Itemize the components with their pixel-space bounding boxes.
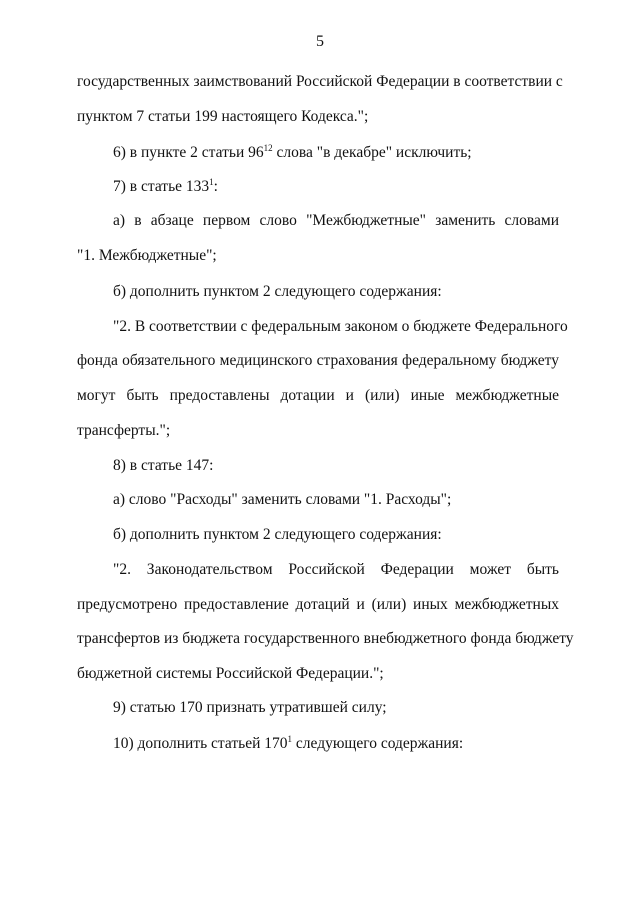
text-line: государственных заимствований Российской Федерации в соответствии с	[77, 73, 563, 90]
text-line: "1. Межбюджетные";	[77, 247, 217, 264]
text-line: а) в абзаце первом слово "Межбюджетные" заменить словами	[113, 212, 559, 229]
text-line: бюджетной системы Российской Федерации.";	[77, 665, 384, 682]
text-line: могут быть предоставлены дотации и (или) иные межбюджетные	[77, 387, 559, 404]
text-fragment: слова "в декабре" исключить;	[272, 144, 472, 161]
text-fragment: :	[213, 178, 218, 195]
text-fragment: 6) в пункте 2 статьи 96	[113, 144, 264, 161]
text-line: предусмотрено предоставление дотаций и (или) иных межбюджетных	[77, 596, 559, 613]
text-line: 8) в статье 147:	[113, 457, 214, 474]
superscript: 1	[287, 734, 293, 744]
text-line: трансферты.";	[77, 422, 171, 439]
text-line	[113, 143, 559, 163]
text-line: б) дополнить пунктом 2 следующего содержания:	[113, 283, 442, 300]
text-fragment: 7) в статье 133	[113, 178, 210, 195]
text-line: б) дополнить пунктом 2 следующего содержания:	[113, 526, 442, 543]
text-line: "2. В соответствии с федеральным законом о бюджете Федерального	[113, 318, 568, 335]
superscript: 12	[263, 143, 273, 153]
text-line: трансфертов из бюджета государственного внебюджетного фонда бюджету	[77, 630, 574, 647]
page-number: 5	[316, 33, 324, 50]
text-fragment: 10) дополнить статьей 170	[113, 735, 288, 752]
text-line: а) слово "Расходы" заменить словами "1. Расходы";	[113, 491, 452, 508]
text-fragment: следующего содержания:	[292, 735, 464, 752]
text-line	[113, 734, 559, 754]
text-line: пунктом 7 статьи 199 настоящего Кодекса.";	[77, 108, 369, 125]
superscript: 1	[209, 177, 214, 187]
text-line	[113, 177, 559, 197]
text-line: фонда обязательного медицинского страхования федеральному бюджету	[77, 352, 559, 369]
text-line: "2. Законодательством Российской Федерации может быть	[113, 561, 559, 578]
text-line: 9) статью 170 признать утратившей силу;	[113, 699, 387, 716]
